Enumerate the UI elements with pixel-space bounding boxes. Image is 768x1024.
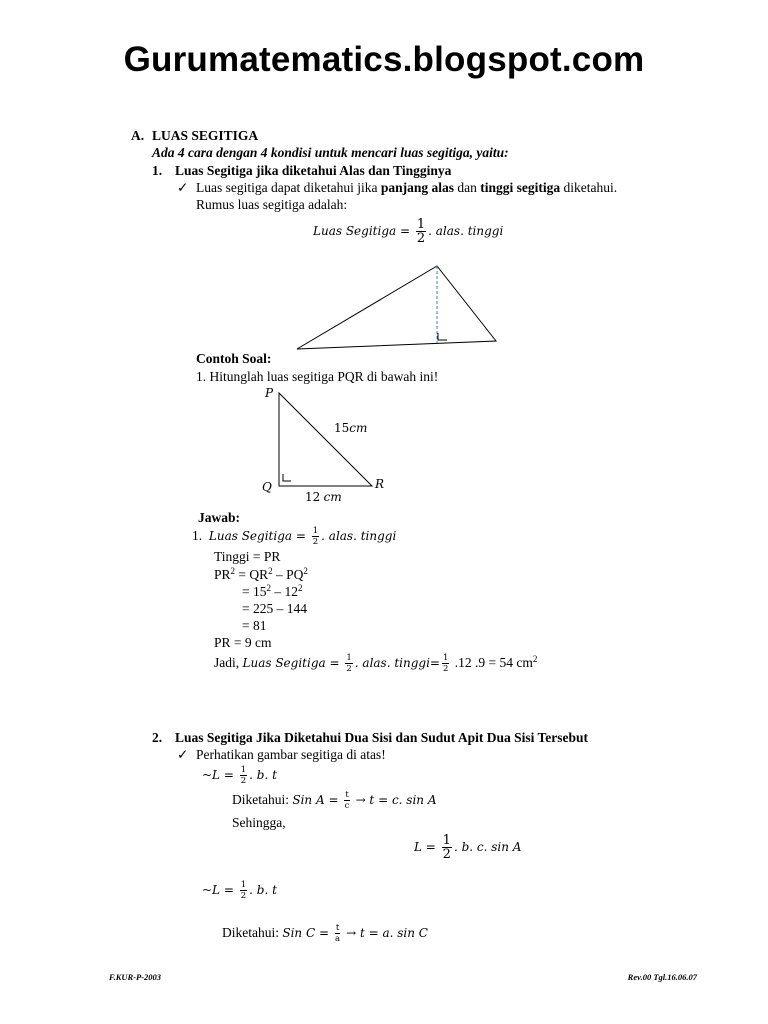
jawab-pythagoras: $PR^2 = QR^2 - PQ^2$ [214, 566, 308, 582]
rumus-label: Rumus luas segitiga adalah: [196, 197, 348, 212]
section-title: LUAS SEGITIGA [152, 128, 259, 143]
vertex-q-label: Q [262, 480, 272, 494]
vertex-p-label: P [265, 386, 274, 400]
jawab-tinggi: Tinggi = PR [214, 549, 281, 564]
site-title: Gurumatematics.blogspot.com [123, 40, 645, 79]
sehingga-label: Sehingga, [232, 815, 286, 830]
hypotenuse-label: 15cm [334, 421, 368, 435]
item1-title: Luas Segitiga jika diketahui Alas dan Tingginya [175, 163, 452, 178]
jawab-pr: PR = 9 cm [214, 635, 272, 650]
vertex-r-label: R [375, 477, 385, 491]
jawab-step-1: = $15^2 - 12^2$ [242, 583, 303, 599]
formula-luas: Luas Segitiga = $\frac{1}{2}$ . alas. tinggi [313, 217, 504, 247]
item1-description: Luas segitiga dapat diketahui jika panjang alas dan tinggi segitiga diketahui. [196, 180, 618, 195]
diketahui-sin-a: Diketahui: Sin A = $\frac{t}{c}$ → t = c. sin A [232, 789, 437, 812]
jawab-conclusion: Jadi, Luas Segitiga = $\frac{1}{2}$ . alas. tinggi= $\frac{1}{2}$ .12 .9 = 54 $cm^2$ [214, 652, 538, 675]
item2-title: Luas Segitiga Jika Diketahui Dua Sisi dan Sudut Apit Dua Sisi Tersebut [175, 730, 589, 745]
item2-number: 2. [152, 730, 163, 745]
check-icon: ✓ [177, 747, 189, 762]
jawab-step-3: = 81 [242, 618, 267, 633]
jawab-formula: 1. Luas Segitiga = $\frac{1}{2}$ . alas. tinggi [192, 525, 397, 548]
formula-l-2: ~L = $\frac{1}{2}$ . b. t [202, 879, 277, 902]
item2-description: Perhatikan gambar segitiga di atas! [196, 747, 386, 762]
footer-right: Rev.00 Tgl.16.06.07 [627, 972, 697, 982]
footer-left: F.KUR-P-2003 [109, 972, 162, 982]
base-label: 12 cm [305, 490, 342, 504]
section-label: A. [131, 128, 145, 143]
jawab-title: Jawab: [198, 510, 241, 525]
diketahui-sin-c: Diketahui: Sin C = $\frac{t}{a}$ → t = a. sin C [222, 922, 428, 945]
contoh-title: Contoh Soal: [196, 351, 272, 366]
formula-l-sin-a: L = $\frac{1}{2}$ . b. c. sin A [414, 833, 522, 863]
item1-number: 1. [152, 163, 163, 178]
section-intro: Ada 4 cara dengan 4 kondisi untuk mencari luas segitiga, yaitu: [152, 145, 509, 160]
formula-l-1: ~L = $\frac{1}{2}$ . b. t [202, 764, 277, 787]
jawab-step-2: = 225 – 144 [242, 601, 307, 616]
contoh-question: 1. Hitunglah luas segitiga PQR di bawah ini! [196, 369, 439, 384]
check-icon: ✓ [177, 180, 189, 195]
